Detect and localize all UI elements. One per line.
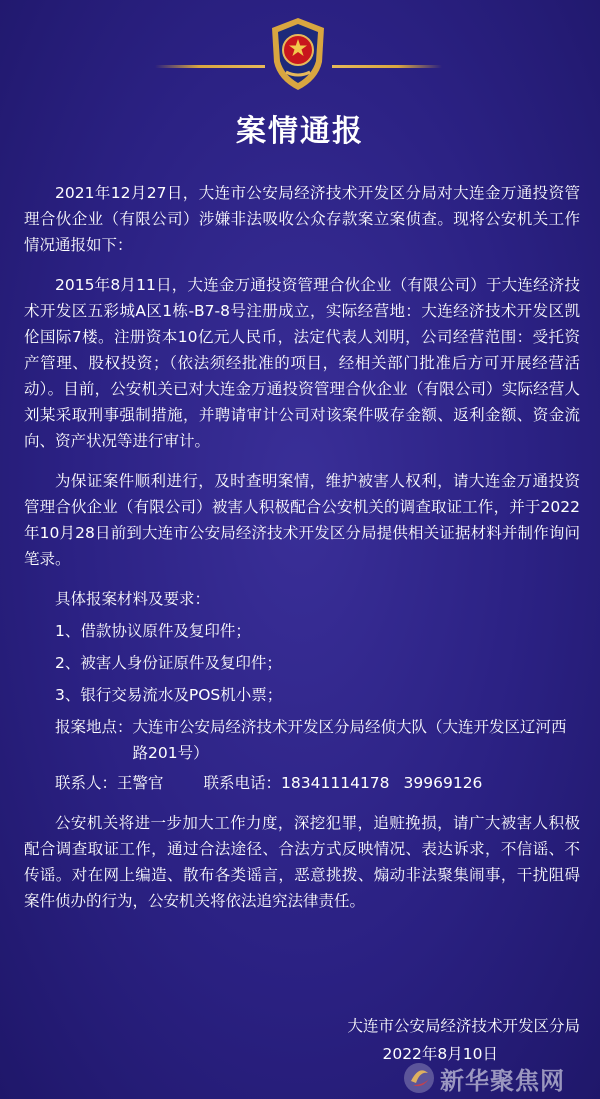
gold-rule-right <box>332 65 442 68</box>
intro-paragraph: 2021年12月27日，大连市公安局经济技术开发区分局对大连金万通投资管理合伙企业（有限公司）涉嫌非法吸收公众存款案立案侦查。现将公安机关工作情况通报如下： <box>24 184 580 254</box>
signature-date: 2022年8月10日 <box>382 1045 498 1063</box>
phone-number-1: 18341114178 <box>281 774 390 792</box>
report-address <box>24 714 580 766</box>
contact-line <box>24 770 580 796</box>
watermark-text: 新华聚焦网 <box>440 1066 565 1095</box>
address-value: 大连市公安局经济技术开发区分局经侦大队（大连开发区辽河西路201号） <box>132 718 567 762</box>
watermark <box>402 1060 565 1096</box>
requirement-item: 2、被害人身份证原件及复印件； <box>55 654 282 672</box>
closing-paragraph: 公安机关将进一步加大工作力度，深挖犯罪，追赃挽损，请广大被害人积极配合调查取证工作，通过合法途径、合法方式反映情况、表达诉求，不信谣、不传谣。对在网上编造、散布各类谣言，恶意挑拨、煽动非法聚集闹事，干扰阻碍案件侦办的行为，公安机关将依法追究法律责任。 <box>24 814 580 910</box>
requirements-section <box>24 586 580 796</box>
gold-rule-left <box>155 65 265 68</box>
request-paragraph: 为保证案件顺利进行，及时查明案情，维护被害人权利，请大连金万通投资管理合伙企业（有限公司）被害人积极配合公安机关的调查取证工作，并于2022年10月28日前到大连市公安局经济技术开发区分局提供相关证据材料并制作询问笔录。 <box>24 472 580 568</box>
requirements-heading: 具体报案材料及要求： <box>55 590 211 608</box>
signature-org: 大连市公安局经济技术开发区分局 <box>347 1017 580 1035</box>
police-emblem-icon <box>262 14 334 94</box>
header <box>0 0 600 100</box>
notice-body <box>24 180 580 928</box>
phone-number-2: 39969126 <box>403 774 483 792</box>
contact-label: 联系人： <box>55 774 118 792</box>
requirement-item: 3、银行交易流水及POS机小票； <box>55 686 283 704</box>
company-paragraph: 2015年8月11日，大连金万通投资管理合伙企业（有限公司）于大连经济技术开发区五彩城A区1栋-B7-8号注册成立，实际经营地：大连经济技术开发区凯伦国际7楼。注册资本10亿元人民币，法定代表人刘明，公司经营范围：受托资产管理、股权投资；（依法须经批准的项目，经相关部门批准后方可开展经营活动）。目前，公安机关已对大连金万通投资管理合伙企业（有限公司）实际经营人刘某采取刑事强制措施，并聘请审计公司对该案件吸存金额、返利金额、资金流向、资产状况等进行审计。 <box>24 276 580 450</box>
requirement-item: 1、借款协议原件及复印件； <box>55 622 251 640</box>
watermark-logo-icon <box>402 1061 436 1095</box>
page-title: 案情通报 <box>236 114 364 149</box>
contact-name: 王警官 <box>117 774 164 792</box>
address-label: 报案地点： <box>55 718 133 736</box>
phone-label: 联系电话： <box>203 774 282 792</box>
